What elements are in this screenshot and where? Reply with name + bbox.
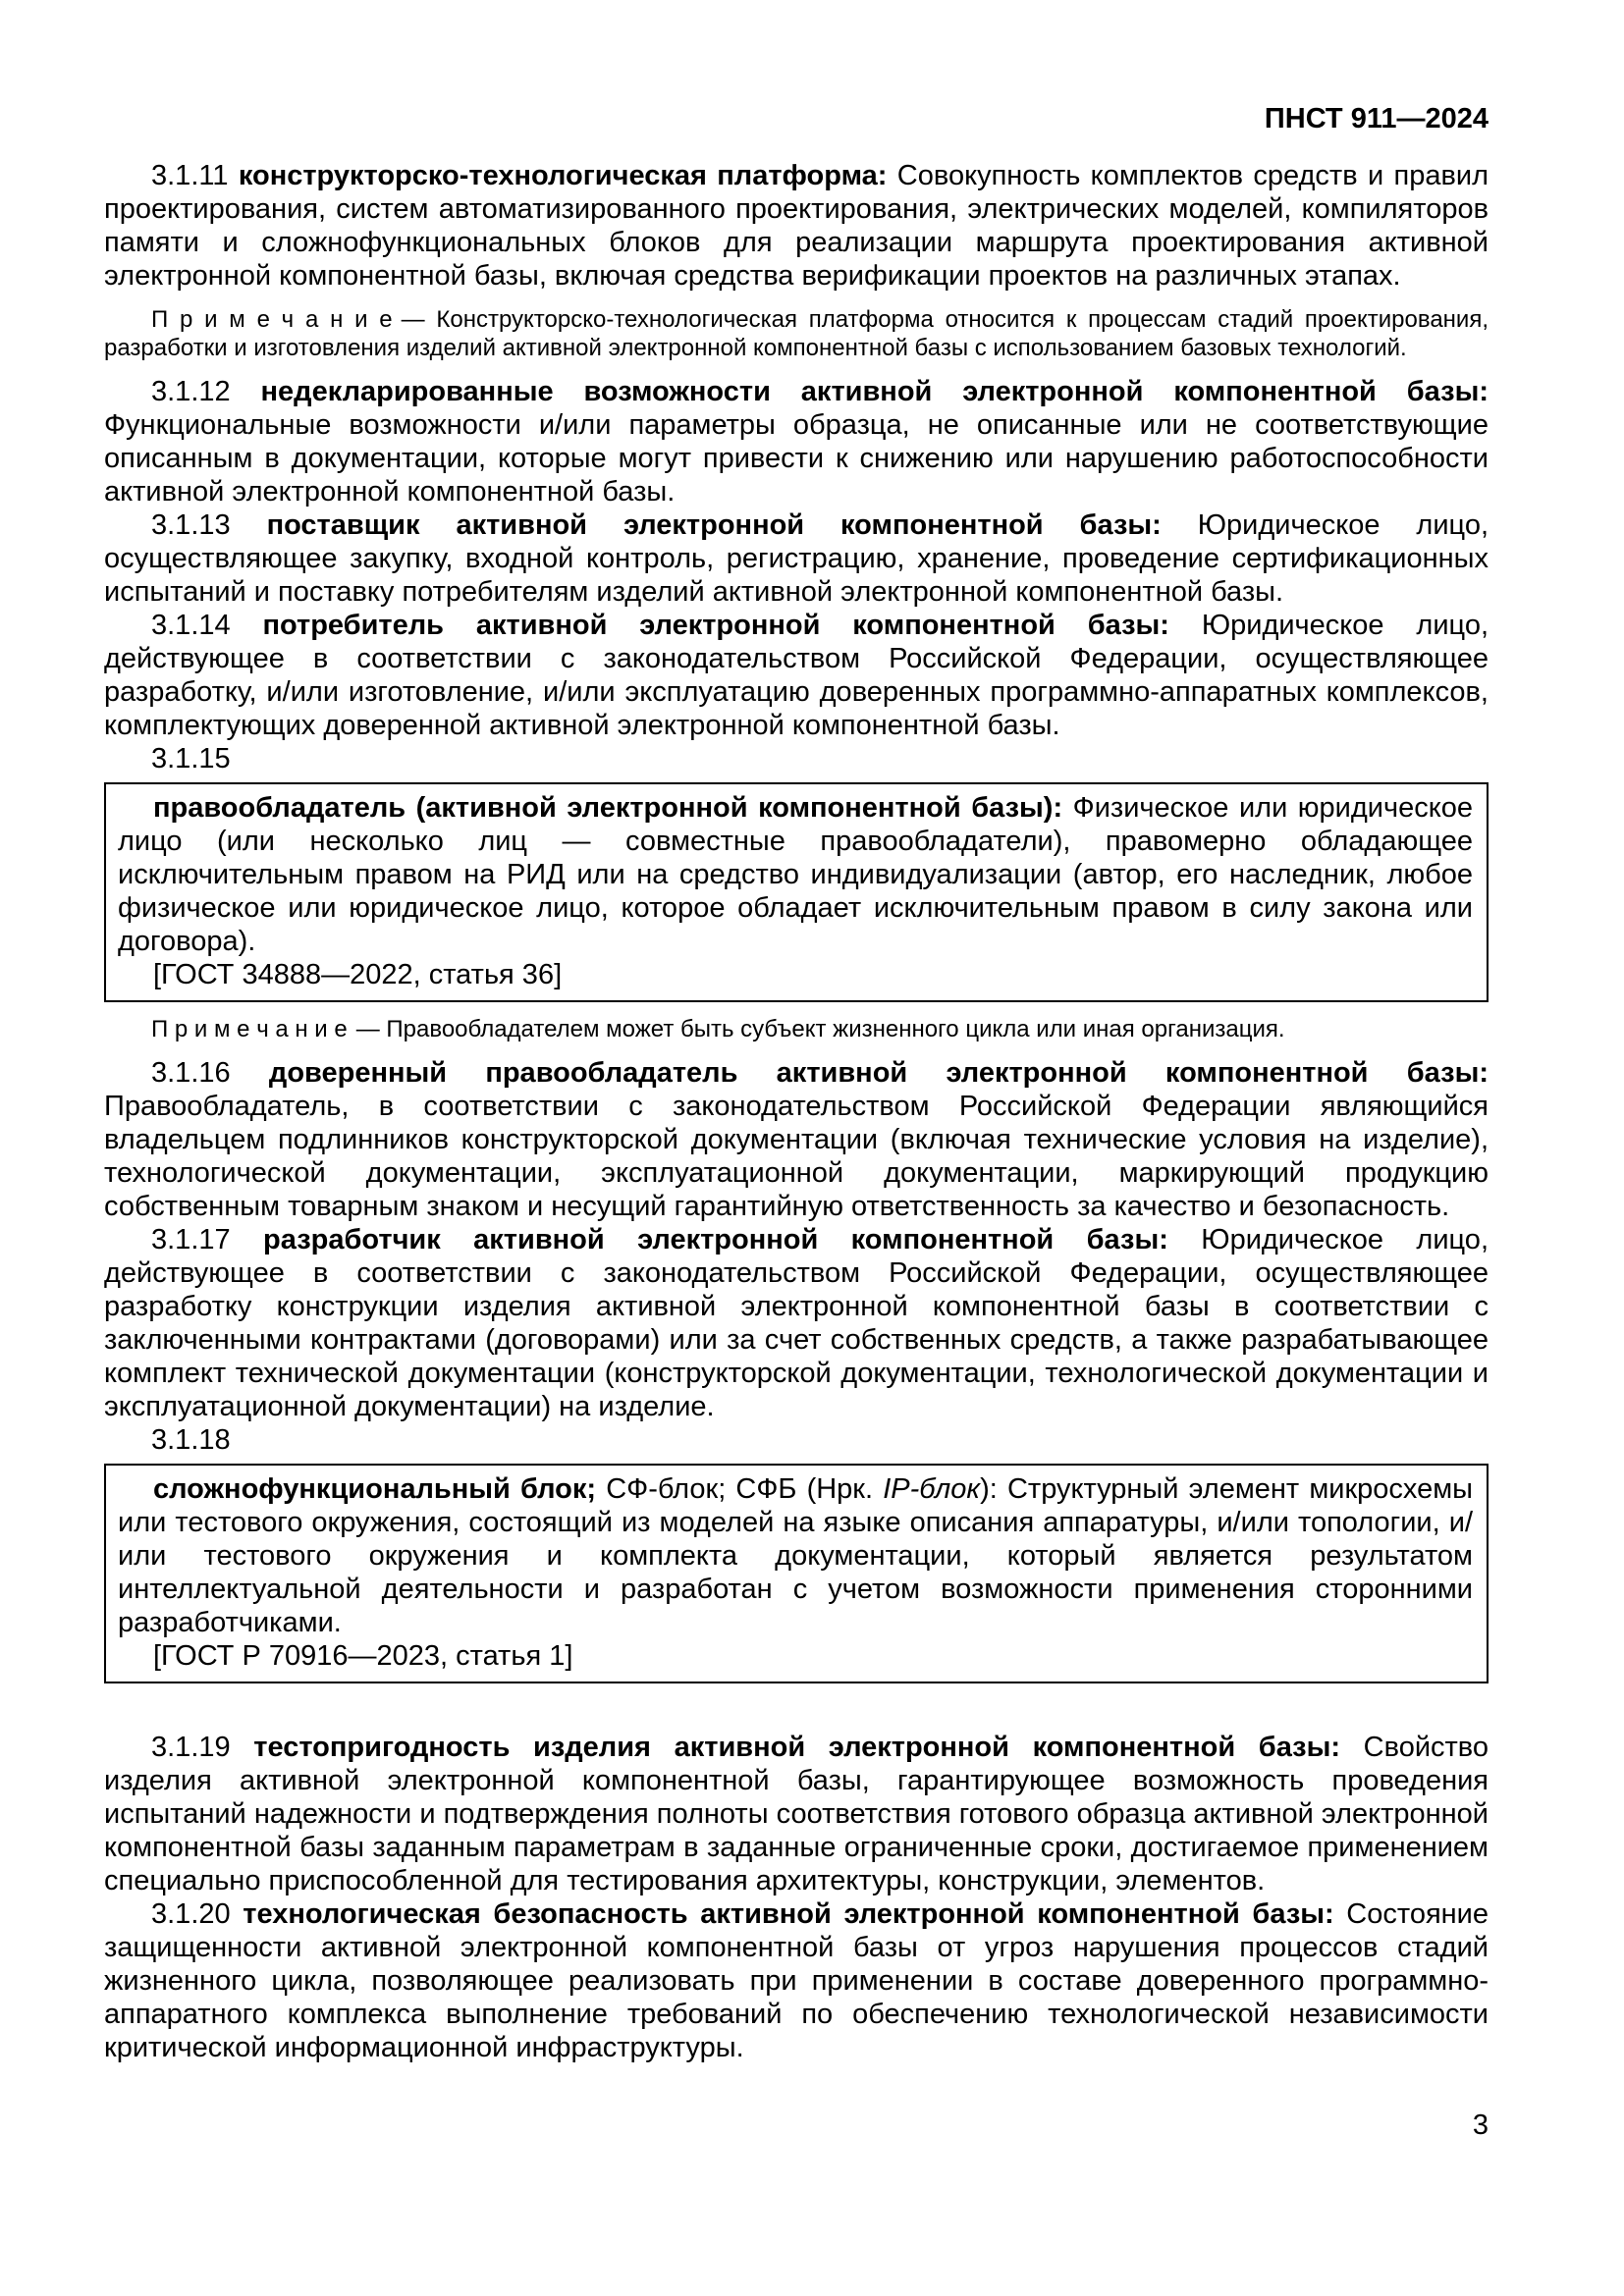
clause-number-3-1-15: 3.1.15 bbox=[151, 743, 231, 774]
term-number: 3.1.17 bbox=[151, 1224, 231, 1255]
term-number: 3.1.13 bbox=[151, 509, 231, 541]
term-paragraph-3-1-17 bbox=[104, 1223, 1489, 1423]
term-number: 3.1.12 bbox=[151, 376, 231, 407]
term-body: Правообладатель, в соответствии с законодательством Российской Федерации являющийся владельцем подлинников конструкторской документации (включая технические условия на изделие), технологической документации, эксплуатационной документации, маркирующий продукцию собственным товарным знаком и несущий гарантийную ответственность за качество и безопасность. bbox=[104, 1091, 1489, 1222]
note-body: — Правообладателем может быть субъект жизненного цикла или иная организация. bbox=[355, 1016, 1285, 1042]
term-title: поставщик активной электронной компонентной базы: bbox=[266, 509, 1162, 541]
term-body: Совокупность комплектов средств и правил проектирования, систем автоматизированного проектирования, электрических моделей, компиляторов памяти и сложнофункциональных блоков для реализации маршрута проектирования активной электронной компонентной базы, включая средства верификации проектов на различных этапах. bbox=[104, 160, 1489, 292]
term-number: 3.1.19 bbox=[151, 1732, 231, 1763]
term-title: разработчик активной электронной компонентной базы: bbox=[263, 1224, 1168, 1255]
term-paragraph-3-1-13 bbox=[104, 508, 1489, 609]
term-paragraph-3-1-20 bbox=[104, 1897, 1489, 2064]
clause-number-3-1-18: 3.1.18 bbox=[151, 1424, 231, 1456]
term-paragraph-3-1-16 bbox=[104, 1056, 1489, 1223]
term-title: доверенный правообладатель активной электронной компонентной базы: bbox=[268, 1057, 1489, 1089]
term-title: потребитель активной электронной компонентной базы: bbox=[262, 610, 1169, 641]
boxed-term-paragraph bbox=[118, 791, 1473, 958]
term-title: правообладатель (активной электронной компонентной базы): bbox=[153, 792, 1063, 824]
term-paragraph-3-1-12 bbox=[104, 375, 1489, 508]
term-body: Функциональные возможности и/или параметры образца, не описанные или не соответствующие описанным в документации, которые могут привести к снижению или нарушению работоспособности активной электронной компонентной базы. bbox=[104, 409, 1489, 507]
standard-reference: [ГОСТ Р 70916—2023, статья 1] bbox=[153, 1640, 573, 1672]
term-number: 3.1.11 bbox=[151, 160, 229, 191]
boxed-definition-sf-block bbox=[104, 1464, 1489, 1683]
term-paragraph-3-1-14 bbox=[104, 609, 1489, 742]
term-aliases: СФ-блок; СФБ (Нрк. bbox=[596, 1473, 884, 1505]
term-body: Юридическое лицо, действующее в соответствии с законодательством Российской Федерации, осуществляющее разработку, и/или изготовление, и/или эксплуатацию доверенных программно-аппаратных комплексов, комплектующих доверенной активной электронной компонентной базы. bbox=[104, 610, 1489, 741]
term-paragraph-3-1-19 bbox=[104, 1731, 1489, 1897]
note-paragraph bbox=[104, 305, 1489, 362]
term-deprecated-synonym: IP-блок bbox=[883, 1473, 981, 1505]
term-body: Юридическое лицо, действующее в соответствии с законодательством Российской Федерации, осуществляющее разработку конструкции изделия активной электронной компонентной базы в соответствии с заключенными контрактами (договорами) или за счет собственных средств, а также разрабатывающее комплект технической документации (конструкторской документации, технологической документации и эксплуатационной документации) на изделие. bbox=[104, 1224, 1489, 1422]
term-body: Состояние защищенности активной электронной компонентной базы от угроз нарушения процессов стадий жизненного цикла, позволяющее реализовать при применении в составе доверенного программно-аппаратного комплекса выполнение требований по обеспечению технологической независимости критической информационной инфраструктуры. bbox=[104, 1898, 1489, 2063]
note-label: П р и м е ч а н и е bbox=[151, 1016, 348, 1042]
term-body: Структурный элемент микросхемы или тестового окружения, состоящий из моделей на языке описания аппаратуры, и/или топологии, и/или тестового окружения и комплекта документации, который является результатом интеллектуальной деятельности и разработан с учетом возможности применения сторонними разработчиками. bbox=[118, 1473, 1473, 1638]
term-body: Физическое или юридическое лицо (или несколько лиц — совместные правообладатели), правомерно обладающее исключительным правом на РИД или на средство индивидуализации (автор, его наследник, любое физическое или юридическое лицо, которое обладает исключительным правом в силу закона или договора). bbox=[118, 792, 1474, 957]
term-title: конструкторско-технологическая платформа: bbox=[238, 160, 888, 191]
term-paragraph-3-1-11 bbox=[104, 159, 1489, 293]
note-body: — Конструкторско-технологическая платформа относится к процессам стадий проектирования, разработки и изготовления изделий активной электронной компонентной базы с использованием базовых технологий. bbox=[104, 306, 1489, 361]
note-label: П р и м е ч а н и е bbox=[151, 306, 393, 333]
term-title: тестопригодность изделия активной электронной компонентной базы: bbox=[253, 1732, 1341, 1763]
note-paragraph bbox=[104, 1015, 1489, 1043]
boxed-definition-rightsholder bbox=[104, 782, 1489, 1002]
term-title: технологическая безопасность активной электронной компонентной базы: bbox=[243, 1898, 1334, 1930]
term-number: 3.1.14 bbox=[151, 610, 231, 641]
page-number: 3 bbox=[1472, 2109, 1489, 2141]
standard-reference: [ГОСТ 34888—2022, статья 36] bbox=[153, 959, 563, 990]
term-title: недекларированные возможности активной электронной компонентной базы: bbox=[260, 376, 1489, 407]
term-separator: ): bbox=[980, 1473, 1007, 1505]
term-number: 3.1.16 bbox=[151, 1057, 231, 1089]
term-body: Юридическое лицо, осуществляющее закупку, входной контроль, регистрацию, хранение, проведение сертификационных испытаний и поставку потребителям изделий активной электронной компонентной базы. bbox=[104, 509, 1489, 608]
document-code: ПНСТ 911—2024 bbox=[1264, 103, 1489, 134]
term-title: сложнофункциональный блок; bbox=[153, 1473, 597, 1505]
term-number: 3.1.20 bbox=[151, 1898, 231, 1930]
boxed-term-paragraph bbox=[118, 1472, 1473, 1639]
term-body: Свойство изделия активной электронной компонентной базы, гарантирующее возможность проведения испытаний надежности и подтверждения полноты соответствия готового образца активной электронной компонентной базы заданным параметрам в заданные ограниченные сроки, достигаемое применением специально приспособленной для тестирования архитектуры, конструкции, элементов. bbox=[104, 1732, 1489, 1896]
text-block bbox=[104, 0, 1489, 2064]
